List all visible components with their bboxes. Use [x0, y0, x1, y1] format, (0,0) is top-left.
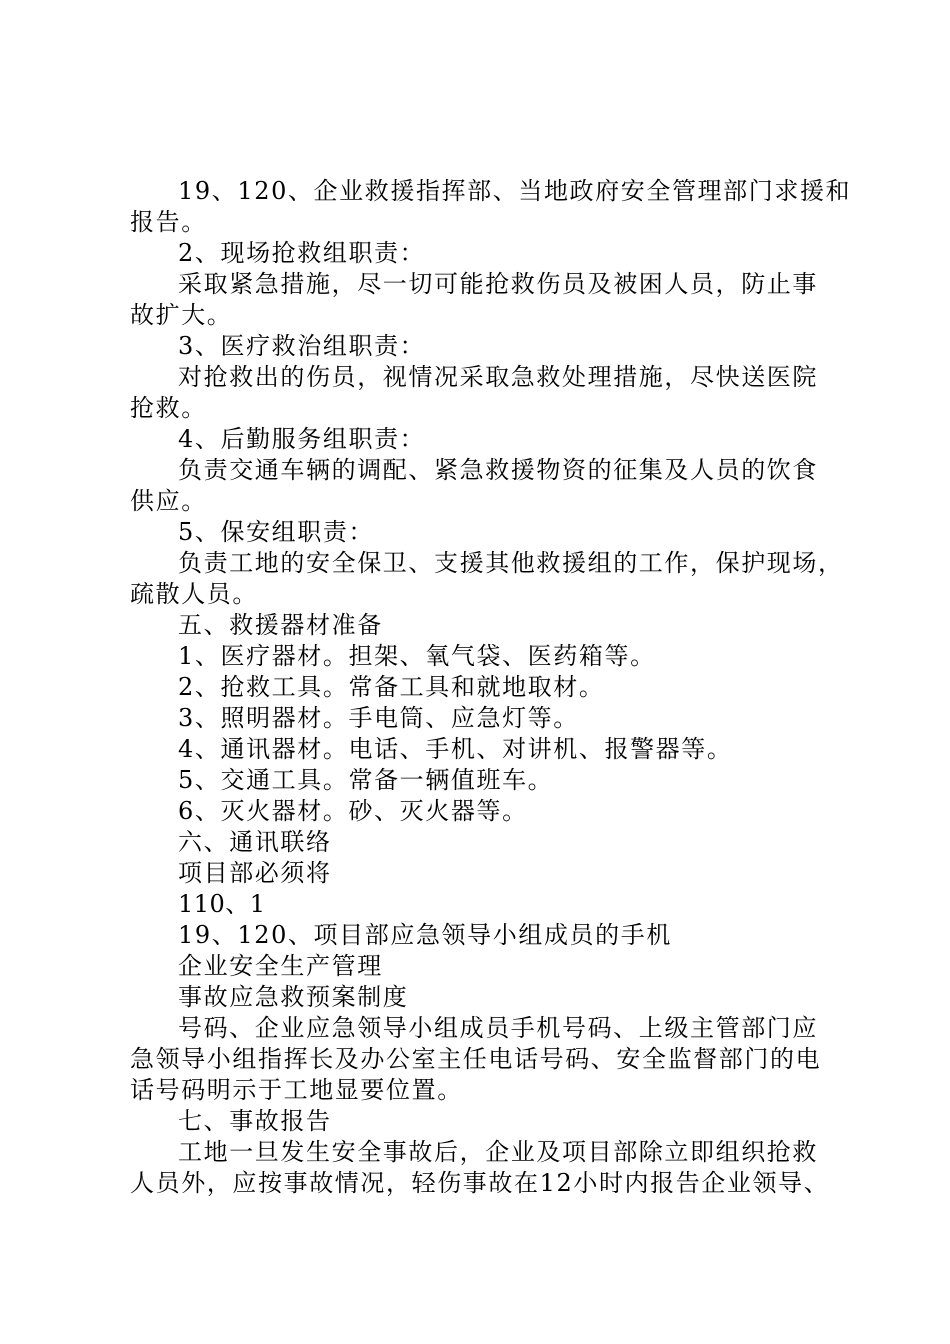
- section-heading: 5、保安组职责：: [178, 518, 375, 546]
- section-heading: 五、救援器材准备: [178, 611, 383, 639]
- text-line: 负责交通车辆的调配、紧急救援物资的征集及人员的饮食: [178, 456, 818, 484]
- text-line: 工地一旦发生安全事故后，企业及项目部除立即组织抢救: [178, 1138, 818, 1166]
- text-line: 19、120、企业救援指挥部、当地政府安全管理部门求援和: [178, 177, 852, 205]
- text-line: 抢救。: [130, 394, 207, 422]
- text-line: 企业安全生产管理: [178, 952, 383, 980]
- list-item: 1、医疗器材。担架、氧气袋、医药箱等。: [178, 642, 656, 670]
- text-line: 供应。: [130, 487, 207, 515]
- list-item: 2、抢救工具。常备工具和就地取材。: [178, 673, 605, 701]
- text-line: 采取紧急措施，尽一切可能抢救伤员及被困人员，防止事: [178, 270, 818, 298]
- text-line: 110、1: [178, 890, 266, 918]
- text-line: 事故应急救预案制度: [178, 983, 409, 1011]
- text-line: 人员外，应按事故情况，轻伤事故在12小时内报告企业领导、: [130, 1169, 830, 1197]
- section-heading: 3、医疗救治组职责：: [178, 332, 426, 360]
- section-heading: 2、现场抢救组职责：: [178, 239, 426, 267]
- text-line: 疏散人员。: [130, 580, 258, 608]
- text-line: 急领导小组指挥长及办公室主任电话号码、安全监督部门的电: [130, 1045, 822, 1073]
- list-item: 4、通讯器材。电话、手机、对讲机、报警器等。: [178, 735, 733, 763]
- document-body: [130, 176, 852, 1199]
- text-line: 项目部必须将: [178, 859, 332, 887]
- list-item: 5、交通工具。常备一辆值班车。: [178, 766, 554, 794]
- text-line: 对抢救出的伤员，视情况采取急救处理措施，尽快送医院: [178, 363, 818, 391]
- section-heading: 六、通讯联络: [178, 828, 332, 856]
- section-heading: 4、后勤服务组职责：: [178, 425, 426, 453]
- text-line: 负责工地的安全保卫、支援其他救援组的工作，保护现场，: [178, 549, 844, 577]
- text-line: 话号码明示于工地显要位置。: [130, 1076, 463, 1104]
- text-line: 号码、企业应急领导小组成员手机号码、上级主管部门应: [178, 1014, 818, 1042]
- text-line: 故扩大。: [130, 301, 233, 329]
- text-line: 报告。: [130, 208, 207, 236]
- section-heading: 七、事故报告: [178, 1107, 332, 1135]
- text-line: 19、120、项目部应急领导小组成员的手机: [178, 921, 672, 949]
- list-item: 6、灭火器材。砂、灭火器等。: [178, 797, 528, 825]
- list-item: 3、照明器材。手电筒、应急灯等。: [178, 704, 579, 732]
